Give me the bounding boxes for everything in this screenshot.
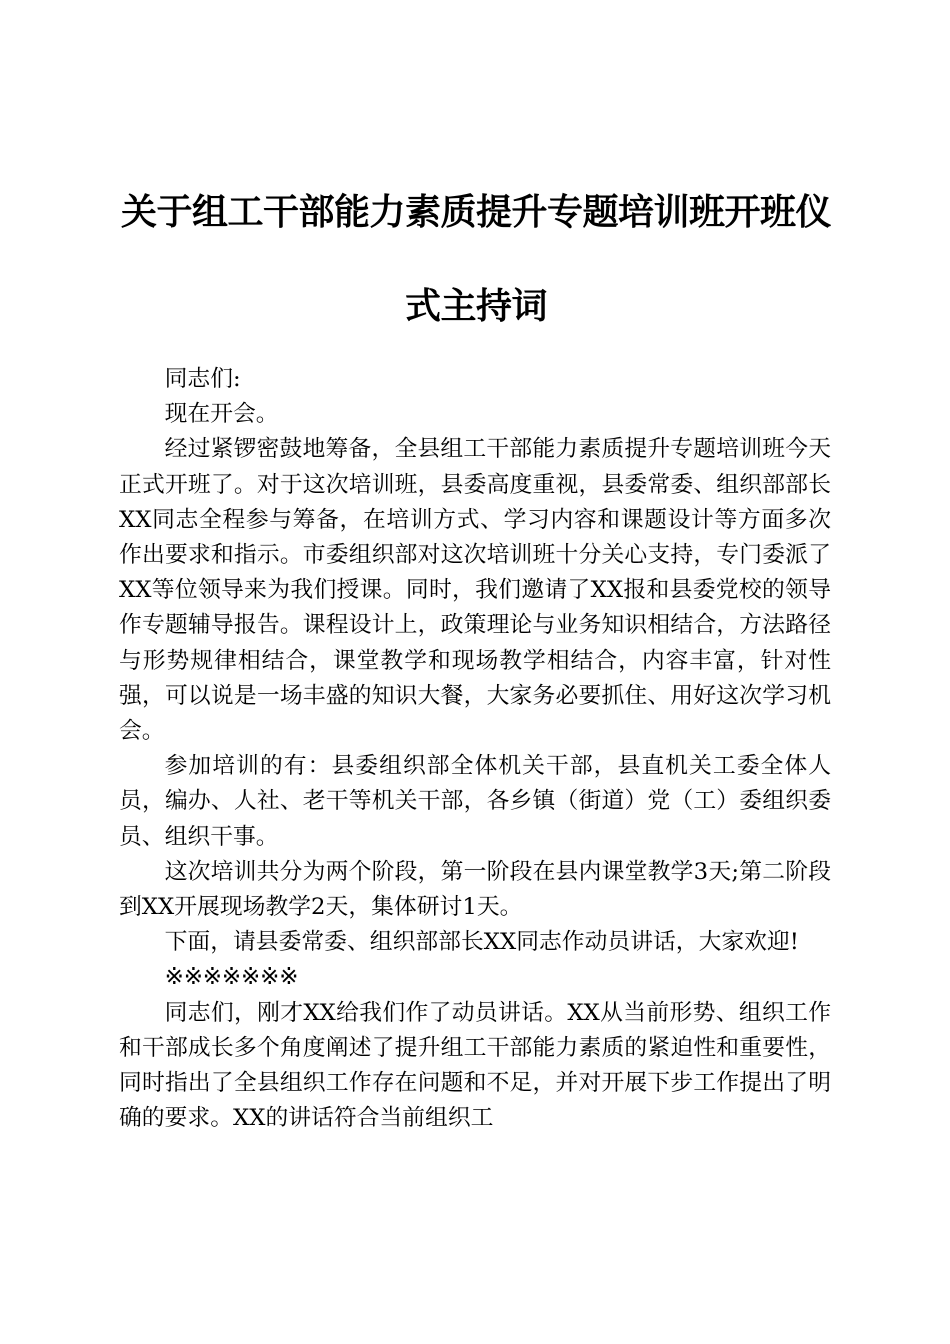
document-title: [116, 166, 836, 354]
document-body: [119, 362, 831, 1136]
salutation: 同志们:: [164, 366, 241, 392]
paragraph-participants: 参加培训的有：县委组织部全体机关干部，县直机关工委全体人员，编办、人社、老干等机关干部，各乡镇（街道）党（工）委组织委员、组织干事。: [119, 753, 831, 850]
paragraph-invitation: 下面，请县委常委、组织部部长XX同志作动员讲话，大家欢迎!: [164, 929, 799, 956]
paragraph-summary: 同志们，刚才XX给我们作了动员讲话。XX从当前形势、组织工作和干部成长多个角度阐述了提升组工干部能力素质的紧迫性和重要性，同时指出了全县组织工作存在问题和不足，并对开展下步工作提出了明确的要求。XX的讲话符合当前组织工: [119, 999, 831, 1132]
paragraph-background: 经过紧锣密鼓地筹备，全县组工干部能力素质提升专题培训班今天正式开班了。对于这次培训班，县委高度重视，县委常委、组织部部长XX同志全程参与筹备，在培训方式、学习内容和课题设计等方面多次作出要求和指示。市委组织部对这次培训班十分关心支持，专门委派了XX等位领导来为我们授课。同时，我们邀请了XX报和县委党校的领导作专题辅导报告。课程设计上，政策理论与业务知识相结合，方法路径与形势规律相结合，课堂教学和现场教学相结合，内容丰富，针对性强，可以说是一场丰盛的知识大餐，大家务必要抓住、用好这次学习机会。: [119, 436, 831, 745]
title-line-2: 式主持词: [404, 286, 547, 327]
section-divider: ※※※※※※※: [164, 964, 299, 991]
paragraph-opening: 现在开会。: [164, 401, 279, 428]
title-line-1: 关于组工干部能力素质提升专题培训班开班仪: [120, 192, 831, 233]
paragraph-schedule: 这次培训共分为两个阶段，第一阶段在县内课堂教学3天;第二阶段到XX开展现场教学2天，集体研讨1天。: [119, 858, 831, 921]
